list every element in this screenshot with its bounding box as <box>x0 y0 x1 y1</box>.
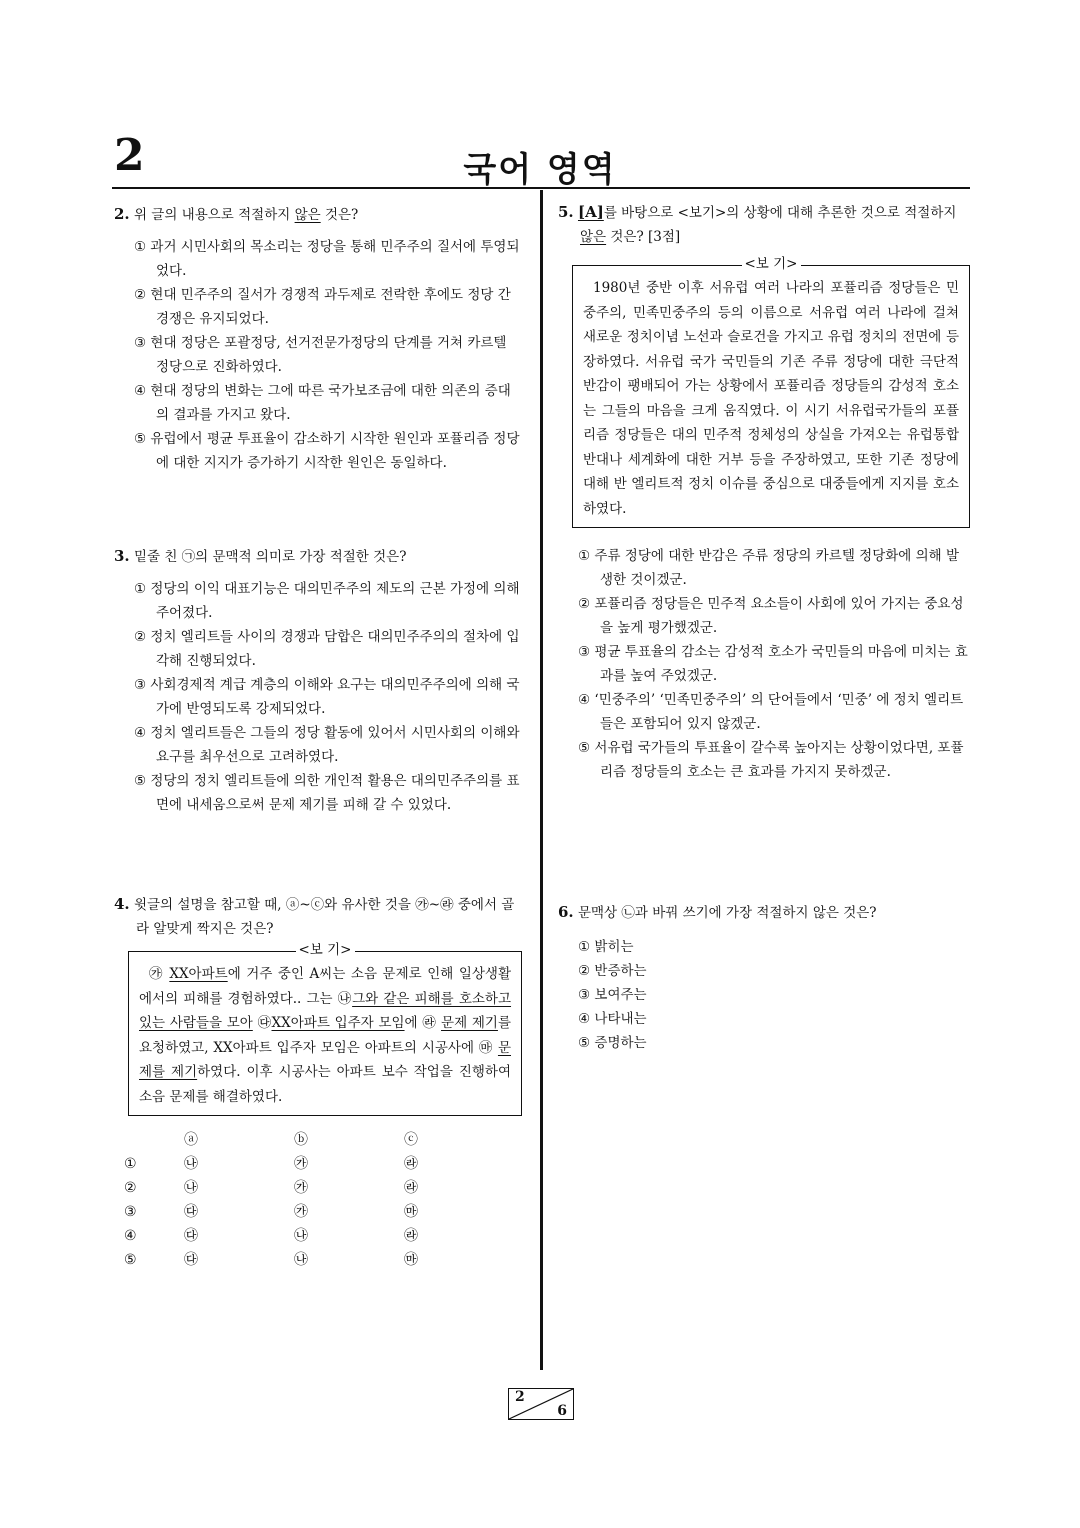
choice-mark: ③ <box>578 987 591 1003</box>
choice-text: 평균 투표율의 감소는 감성적 호소가 국민들의 마음에 미치는 효과를 높여 주었겠군. <box>594 644 968 684</box>
answer-cell: ㉱ <box>404 1180 418 1196</box>
stem-text: 것은? <box>320 207 359 223</box>
choice-mark: ④ <box>134 725 147 741</box>
answer-row-4[interactable] <box>124 1224 514 1248</box>
choice-2[interactable] <box>114 283 522 331</box>
current-page: 2 <box>515 1389 525 1405</box>
stem-underlined: 않은 <box>294 207 321 223</box>
choice-1[interactable] <box>114 235 522 283</box>
page-number: 2 <box>114 130 145 181</box>
choice-text: 밝히는 <box>594 939 634 955</box>
choice-1[interactable] <box>558 935 970 959</box>
choice-1[interactable] <box>558 544 970 592</box>
choice-4[interactable] <box>558 1007 970 1031</box>
section-title: 국어 영역 <box>463 150 617 190</box>
choice-text: 보여주는 <box>594 987 647 1003</box>
bogi-text: 1980년 중반 이후 서유럽 여러 나라의 포퓰리즘 정당들은 민중주의, 민족민중주의 등의 이름으로 서유럽 여러 나라에 걸쳐 새로운 정치이념 노선과 슬로건을 가지고 유럽 정치의 전면에 등장하였다. 서유럽 국가 국민들의 기존 주류 정당에 대한 극단적 반감이 팽배되어 가는 상황에서 포퓰리즘 정당들의 감성적 호소는 그들의 마음을 크게 움직였다. 이 시기 서유럽국가들의 포퓰리즘 정당들은 대의 민주적 정체성의 상실을 가져오는 유럽통합 반대나 세계화에 대한 거부 등을 주장하였고, 또한 기존 정당에 대해 반 엘리트적 정치 이슈를 중심으로 대중들에게 지지를 호소하였다. <box>583 280 959 517</box>
question-5-stem <box>558 200 970 249</box>
choice-mark: ③ <box>134 677 147 693</box>
choice-text: 서유럽 국가들의 투표율이 갈수록 높아지는 상황이었다면, 포퓰리즘 정당들의 호소는 큰 효과를 가지지 못하겠군. <box>594 740 964 780</box>
choice-mark: ④ <box>578 692 591 708</box>
choice-4[interactable] <box>114 721 522 769</box>
answer-cell: ㉯ <box>294 1252 308 1268</box>
choice-text: 포퓰리즘 정당들은 민주적 요소들이 사회에 있어 가지는 중요성을 높게 평가했겠군. <box>594 596 964 636</box>
answer-cell: ㉮ <box>294 1180 308 1196</box>
answer-row-1[interactable] <box>124 1152 514 1176</box>
choice-mark: ② <box>578 963 591 979</box>
answer-cell: ㉰ <box>184 1252 198 1268</box>
choice-list <box>114 577 522 817</box>
choice-mark: ④ <box>124 1228 137 1244</box>
page-indicator <box>508 1388 574 1420</box>
stem-text: 윗글의 설명을 참고할 때, ⓐ~ⓒ와 유사한 것을 ㉮~㉱ 중에서 골라 알맞게 짝지은 것은? <box>133 897 515 937</box>
choice-text: 정당의 이익 대표기능은 대의민주주의 제도의 근본 가정에 의해 주어졌다. <box>150 581 520 621</box>
choice-mark: ⑤ <box>578 1035 591 1051</box>
choice-text: 현대 정당은 포괄정당, 선거전문가정당의 단계를 거쳐 카르텔 정당으로 진화하였다. <box>150 335 507 375</box>
choice-4[interactable] <box>114 379 522 427</box>
choice-mark: ④ <box>134 383 147 399</box>
answer-cell: ㉱ <box>404 1228 418 1244</box>
choice-text: 과거 시민사회의 목소리는 정당을 통해 민주주의 질서에 투영되었다. <box>150 239 520 279</box>
header-a: ⓐ <box>184 1132 198 1148</box>
choice-2[interactable] <box>558 959 970 983</box>
question-5 <box>558 200 970 540</box>
choice-mark: ③ <box>124 1204 137 1220</box>
column-divider <box>540 190 543 1370</box>
choice-mark: ③ <box>134 335 147 351</box>
choice-mark: ④ <box>578 1011 591 1027</box>
bogi-box <box>128 942 522 1116</box>
header-c: ⓒ <box>404 1132 418 1148</box>
choice-text: 증명하는 <box>594 1035 647 1051</box>
choice-2[interactable] <box>114 625 522 673</box>
answer-row-5[interactable] <box>124 1248 514 1272</box>
choice-mark: ② <box>134 629 147 645</box>
stem-tag: [A] <box>577 203 604 221</box>
answer-cell: ㉯ <box>294 1228 308 1244</box>
header-rule <box>112 187 970 189</box>
choice-text: 현대 민주주의 질서가 경쟁적 과두제로 전락한 후에도 정당 간 경쟁은 유지되었다. <box>150 287 511 327</box>
question-number: 2. <box>114 205 130 223</box>
choice-3[interactable] <box>114 673 522 721</box>
choice-list <box>558 544 970 784</box>
choice-mark: ② <box>578 596 591 612</box>
answer-header-row <box>124 1128 514 1152</box>
choice-mark: ② <box>124 1180 137 1196</box>
choice-mark: ⑤ <box>578 740 591 756</box>
answer-row-3[interactable] <box>124 1200 514 1224</box>
answer-cell: ㉯ <box>184 1156 198 1172</box>
choice-list <box>114 235 522 475</box>
question-number: 6. <box>558 903 574 921</box>
question-6-stem <box>558 900 970 925</box>
answer-cell: ㉲ <box>404 1252 418 1268</box>
answer-cell: ㉰ <box>184 1204 198 1220</box>
choice-text: 반증하는 <box>594 963 647 979</box>
choice-text: 정치 엘리트들 사이의 경쟁과 담합은 대의민주주의의 절차에 입각해 진행되었다. <box>150 629 520 669</box>
stem-text: 밑줄 친 ㉠의 문맥적 의미로 가장 적절한 것은? <box>133 549 407 565</box>
stem-text: 위 글의 내용으로 적절하지 <box>133 207 295 223</box>
choice-3[interactable] <box>114 331 522 379</box>
choice-mark: ③ <box>578 644 591 660</box>
bogi-label: <보 기> <box>129 940 521 960</box>
choice-mark: ① <box>124 1156 137 1172</box>
choice-1[interactable] <box>114 577 522 625</box>
bogi-label: <보 기> <box>573 254 969 274</box>
choice-5[interactable] <box>558 736 970 784</box>
choice-5[interactable] <box>114 769 522 817</box>
question-number: 5. <box>558 203 574 221</box>
stem-text: 것은? [3점] <box>606 229 681 245</box>
question-4 <box>114 892 522 1272</box>
question-3-stem <box>114 544 522 569</box>
choice-text: 나타내는 <box>594 1011 647 1027</box>
question-number: 4. <box>114 895 130 913</box>
choice-3[interactable] <box>558 640 970 688</box>
choice-mark: ① <box>578 548 591 564</box>
choice-text: 사회경제적 계급 계층의 이해와 요구는 대의민주주의에 의해 국가에 반영되도록 강제되었다. <box>150 677 520 717</box>
stem-text: 를 바탕으로 <보기>의 상황에 대해 추론한 것으로 적절하지 <box>603 205 957 221</box>
choice-mark: ① <box>134 239 147 255</box>
choice-text: 정당의 정치 엘리트들에 의한 개인적 활용은 대의민주주의를 표면에 내세움으로써 문제 제기를 피해 갈 수 있었다. <box>150 773 520 813</box>
choice-mark: ⑤ <box>134 773 147 789</box>
answer-cell: ㉮ <box>294 1156 308 1172</box>
answer-cell: ㉰ <box>184 1228 198 1244</box>
answer-cell: ㉮ <box>294 1204 308 1220</box>
choice-text: 정치 엘리트들은 그들의 정당 활동에 있어서 시민사회의 이해와 요구를 최우선으로 고려하였다. <box>150 725 520 765</box>
choice-2[interactable] <box>558 592 970 640</box>
choice-4[interactable] <box>558 688 970 736</box>
choice-text: 유럽에서 평균 투표율이 감소하기 시작한 원인과 포퓰리즘 정당에 대한 지지가 증가하기 시작한 원인은 동일하다. <box>150 431 520 471</box>
answer-cell: ㉯ <box>184 1180 198 1196</box>
choice-list <box>558 935 970 1055</box>
answer-cell: ㉱ <box>404 1156 418 1172</box>
choice-3[interactable] <box>558 983 970 1007</box>
choice-text: 현대 정당의 변화는 그에 따른 국가보조금에 대한 의존의 증대의 결과를 가지고 왔다. <box>150 383 511 423</box>
total-pages: 6 <box>557 1403 567 1419</box>
choice-mark: ① <box>134 581 147 597</box>
question-3 <box>114 544 522 817</box>
choice-text: ‘민중주의’ ‘민족민중주의’ 의 단어들에서 ‘민중’ 에 정치 엘리트들은 포함되어 있지 않겠군. <box>594 692 964 732</box>
question-4-stem <box>114 892 522 941</box>
choice-text: 주류 정당에 대한 반감은 주류 정당의 카르텔 정당화에 의해 발생한 것이겠군. <box>594 548 960 588</box>
choice-5[interactable] <box>558 1031 970 1055</box>
question-5-choices <box>558 544 970 784</box>
choice-mark: ⑤ <box>134 431 147 447</box>
choice-mark: ② <box>134 287 147 303</box>
choice-5[interactable] <box>114 427 522 475</box>
answer-row-2[interactable] <box>124 1176 514 1200</box>
question-6 <box>558 900 970 1055</box>
bogi-text: ㉮ XX아파트에 거주 중인 A씨는 소음 문제로 인해 일상생활에서의 피해를 경험하였다.. 그는 ㉯그와 같은 피해를 호소하고 있는 사람들을 모아 ㉰XX아파트 입주자 모임에 ㉱ 문제 제기를 요청하였고, XX아파트 입주자 모임은 아파트의 시공사에 ㉲ 문제를 제기하였다. 이후 시공사는 아파트 보수 작업을 진행하여 소음 문제를 해결하였다. <box>139 966 512 1105</box>
choice-mark: ① <box>578 939 591 955</box>
answer-cell: ㉲ <box>404 1204 418 1220</box>
question-2 <box>114 202 522 475</box>
choice-mark: ⑤ <box>124 1252 137 1268</box>
header-b: ⓑ <box>294 1132 308 1148</box>
question-2-stem <box>114 202 522 227</box>
question-number: 3. <box>114 547 130 565</box>
bogi-box <box>572 256 970 528</box>
stem-underlined: 않은 <box>580 229 607 245</box>
stem-text: 문맥상 ㉡과 바꿔 쓰기에 가장 적절하지 않은 것은? <box>577 905 877 921</box>
answer-table <box>124 1128 514 1272</box>
